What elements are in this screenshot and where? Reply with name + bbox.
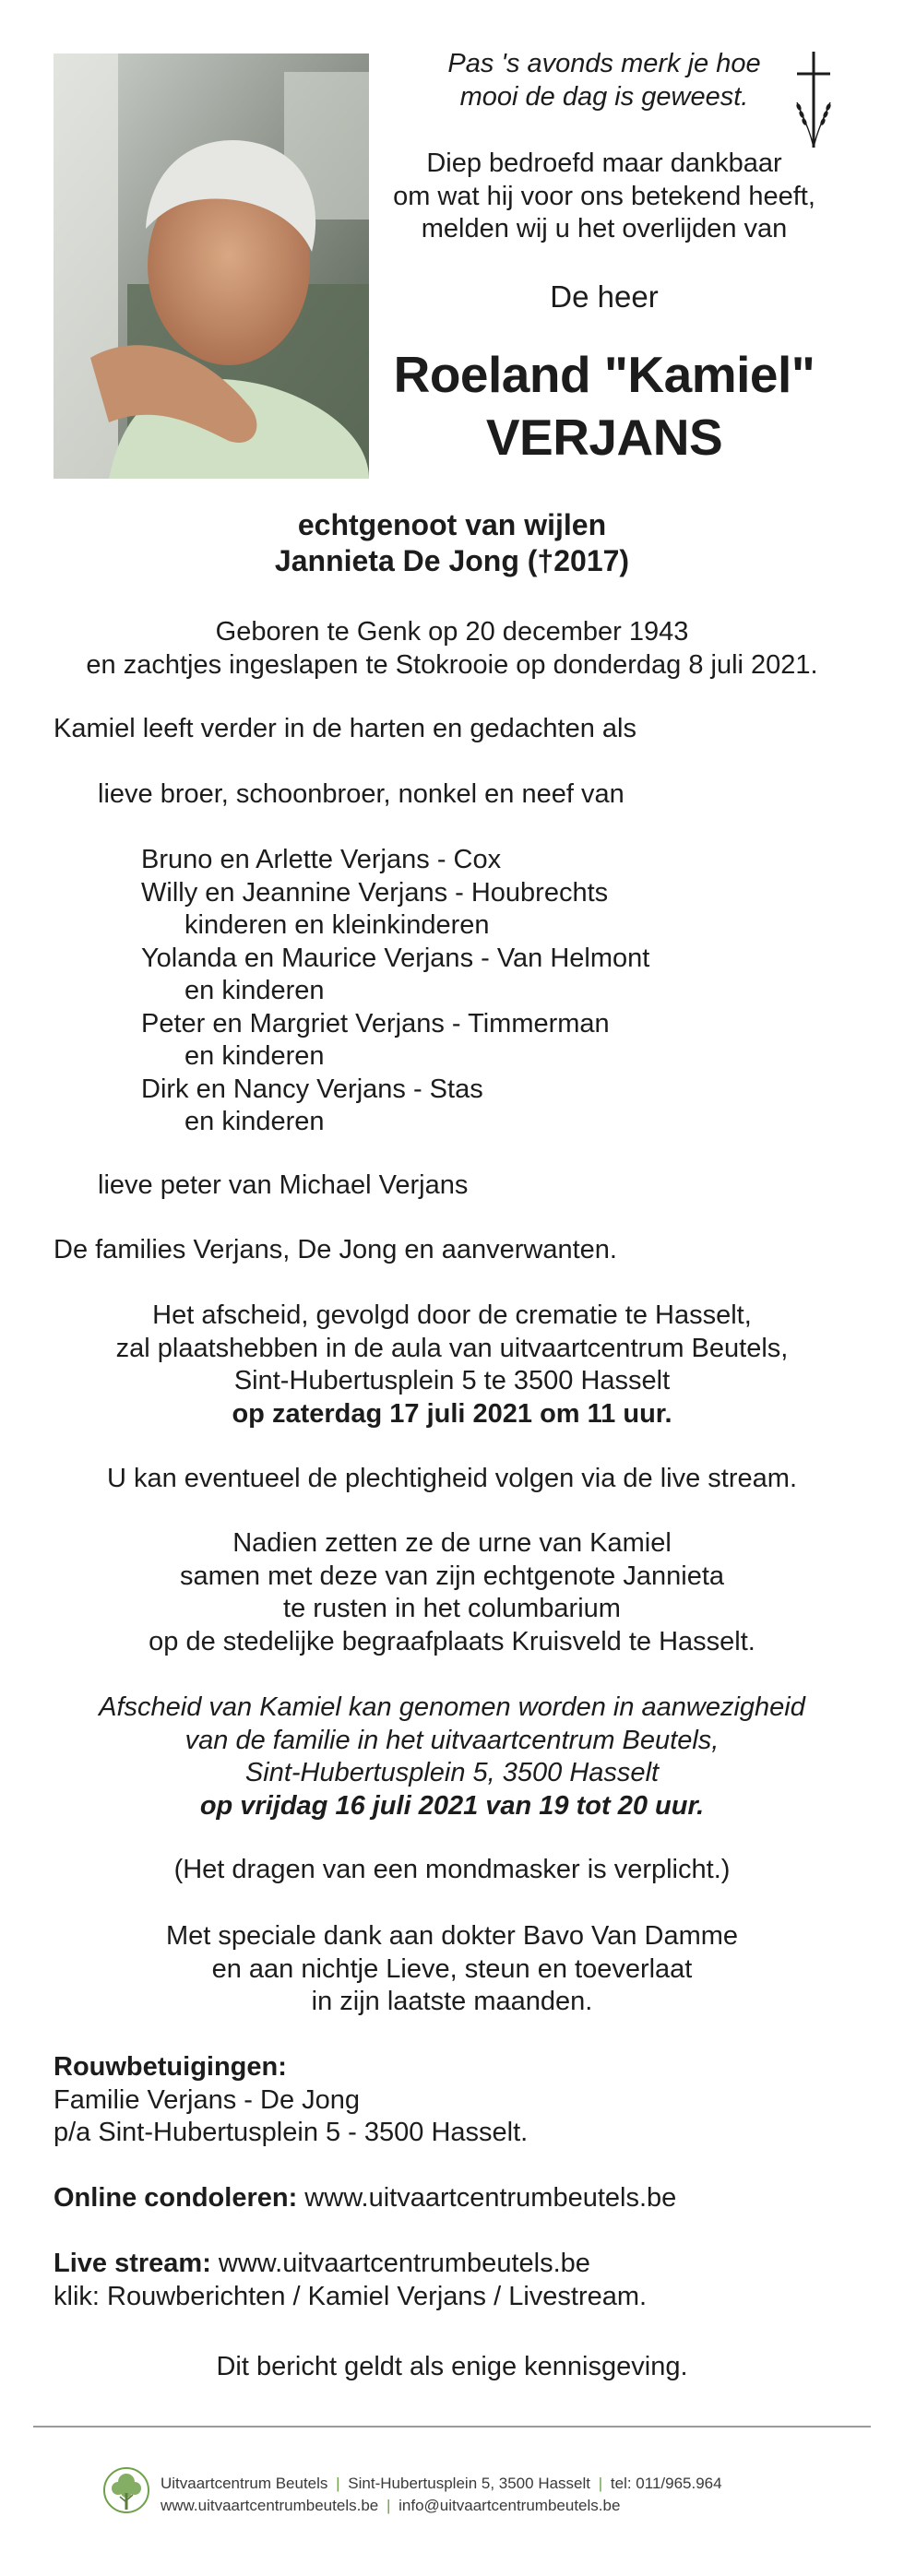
birth-line: Geboren te Genk op 20 december 1943 [215, 617, 689, 647]
footer-separator: | [598, 2475, 603, 2492]
live-path: klik: Rouwberichten / Kamiel Verjans / Livestream. [54, 2281, 648, 2311]
birth-line: en zachtjes ingeslapen te Stokrooie op donderdag 8 juli 2021. [86, 649, 818, 680]
ceremony-line: Sint-Hubertusplein 5 te 3500 Hasselt [233, 1366, 671, 1395]
intro-line: melden wij u het overlijden van [421, 214, 788, 243]
birth-info [37, 616, 867, 682]
list-item: en kinderen [184, 1041, 325, 1071]
footer-separator: | [336, 2475, 340, 2492]
footer-separator: | [386, 2497, 391, 2514]
rouw-line: p/a Sint-Hubertusplein 5 - 3500 Hasselt. [54, 2118, 529, 2147]
ceremony-line: Het afscheid, gevolgd door de crematie te Hasselt, [152, 1300, 752, 1330]
name-line-2: VERJANS [485, 409, 723, 466]
ceremony-info [37, 1300, 867, 1430]
list-item: Bruno en Arlette Verjans - Cox [141, 845, 502, 874]
quote-line: mooi de dag is geweest. [459, 81, 749, 112]
viewing-line: van de familie in het uitvaartcentrum Beutels, [184, 1725, 720, 1755]
online-label: Online condoleren: [54, 2183, 298, 2213]
list-item: Yolanda en Maurice Verjans - Van Helmont [141, 943, 650, 973]
list-item: en kinderen [184, 1107, 325, 1136]
thanks-line: in zijn laatste maanden. [311, 1987, 593, 2016]
list-item: kinderen en kleinkinderen [184, 910, 490, 940]
notice: Dit bericht geldt als enige kennisgeving. [216, 2352, 688, 2381]
portrait-photo [54, 53, 369, 479]
footer-company: Uitvaartcentrum Beutels [161, 2475, 328, 2492]
urn-info [37, 1527, 867, 1658]
viewing-info [37, 1692, 867, 1822]
deceased-name [369, 343, 839, 469]
stream-info: U kan eventueel de plechtigheid volgen via de live stream. [106, 1464, 797, 1493]
family-intro: Kamiel leeft verder in de harten en gedachten als [54, 714, 636, 743]
spouse-info [0, 507, 904, 579]
list-item: Dirk en Nancy Verjans - Stas [141, 1074, 483, 1104]
quote [369, 48, 839, 113]
mask-notice: (Het dragen van een mondmasker is verplicht.) [173, 1855, 731, 1884]
divider [33, 2426, 871, 2428]
urn-line: Nadien zetten ze de urne van Kamiel [232, 1528, 672, 1558]
online-url[interactable]: www.uitvaartcentrumbeutels.be [297, 2183, 677, 2213]
families-line: De families Verjans, De Jong en aanverwanten. [54, 1235, 617, 1264]
online-condolence [54, 2182, 865, 2215]
thanks-info [37, 1920, 867, 2019]
rouw-label: Rouwbetuigingen: [54, 2052, 287, 2082]
footer-tel[interactable]: tel: 011/965.964 [610, 2475, 722, 2492]
cross-icon [791, 52, 836, 148]
urn-line: samen met deze van zijn echtgenote Jannieta [179, 1561, 725, 1591]
viewing-line: Afscheid van Kamiel kan genomen worden in aanwezigheid [99, 1692, 805, 1722]
urn-line: op de stedelijke begraafplaats Kruisveld te Hasselt. [149, 1626, 755, 1656]
ceremony-date: op zaterdag 17 juli 2021 om 11 uur. [232, 1398, 672, 1429]
thanks-line: Met speciale dank aan dokter Bavo Van Damme [165, 1921, 739, 1951]
live-label: Live stream: [54, 2249, 211, 2278]
list-item: Willy en Jeannine Verjans - Houbrechts [141, 877, 609, 908]
footer-website[interactable]: www.uitvaartcentrumbeutels.be [161, 2497, 379, 2514]
thanks-line: en aan nichtje Lieve, steun en toeverlaat [211, 1953, 693, 1984]
family-members [141, 844, 879, 1139]
name-line-1: Roeland "Kamiel" [393, 346, 815, 403]
family-role: lieve broer, schoonbroer, nonkel en neef van [98, 779, 624, 809]
intro-line: Diep bedroefd maar dankbaar [426, 148, 782, 178]
salutation: De heer [550, 279, 659, 314]
viewing-date: op vrijdag 16 juli 2021 van 19 tot 20 uur. [199, 1790, 705, 1821]
spouse-line: echtgenoot van wijlen [297, 508, 607, 541]
live-stream [54, 2248, 865, 2313]
live-url[interactable]: www.uitvaartcentrumbeutels.be [210, 2249, 590, 2278]
condolence-address [54, 2051, 865, 2150]
footer-address: Sint-Hubertusplein 5, 3500 Hasselt [348, 2475, 590, 2492]
list-item: Peter en Margriet Verjans - Timmerman [141, 1008, 610, 1039]
intro-line: om wat hij voor ons betekend heeft, [393, 181, 815, 211]
list-item: en kinderen [184, 976, 325, 1005]
footer-email[interactable]: info@uitvaartcentrumbeutels.be [398, 2497, 621, 2514]
spouse-line: Jannieta De Jong (†2017) [274, 544, 630, 577]
tree-logo-icon [101, 2465, 151, 2521]
ceremony-line: zal plaatshebben in de aula van uitvaartcentrum Beutels, [115, 1333, 789, 1363]
quote-line: Pas 's avonds merk je hoe [447, 49, 761, 78]
urn-line: te rusten in het columbarium [283, 1594, 621, 1623]
intro-text [369, 148, 839, 246]
viewing-line: Sint-Hubertusplein 5, 3500 Hasselt [244, 1758, 660, 1787]
rouw-line: Familie Verjans - De Jong [54, 2084, 361, 2115]
godfather-role: lieve peter van Michael Verjans [98, 1170, 469, 1200]
